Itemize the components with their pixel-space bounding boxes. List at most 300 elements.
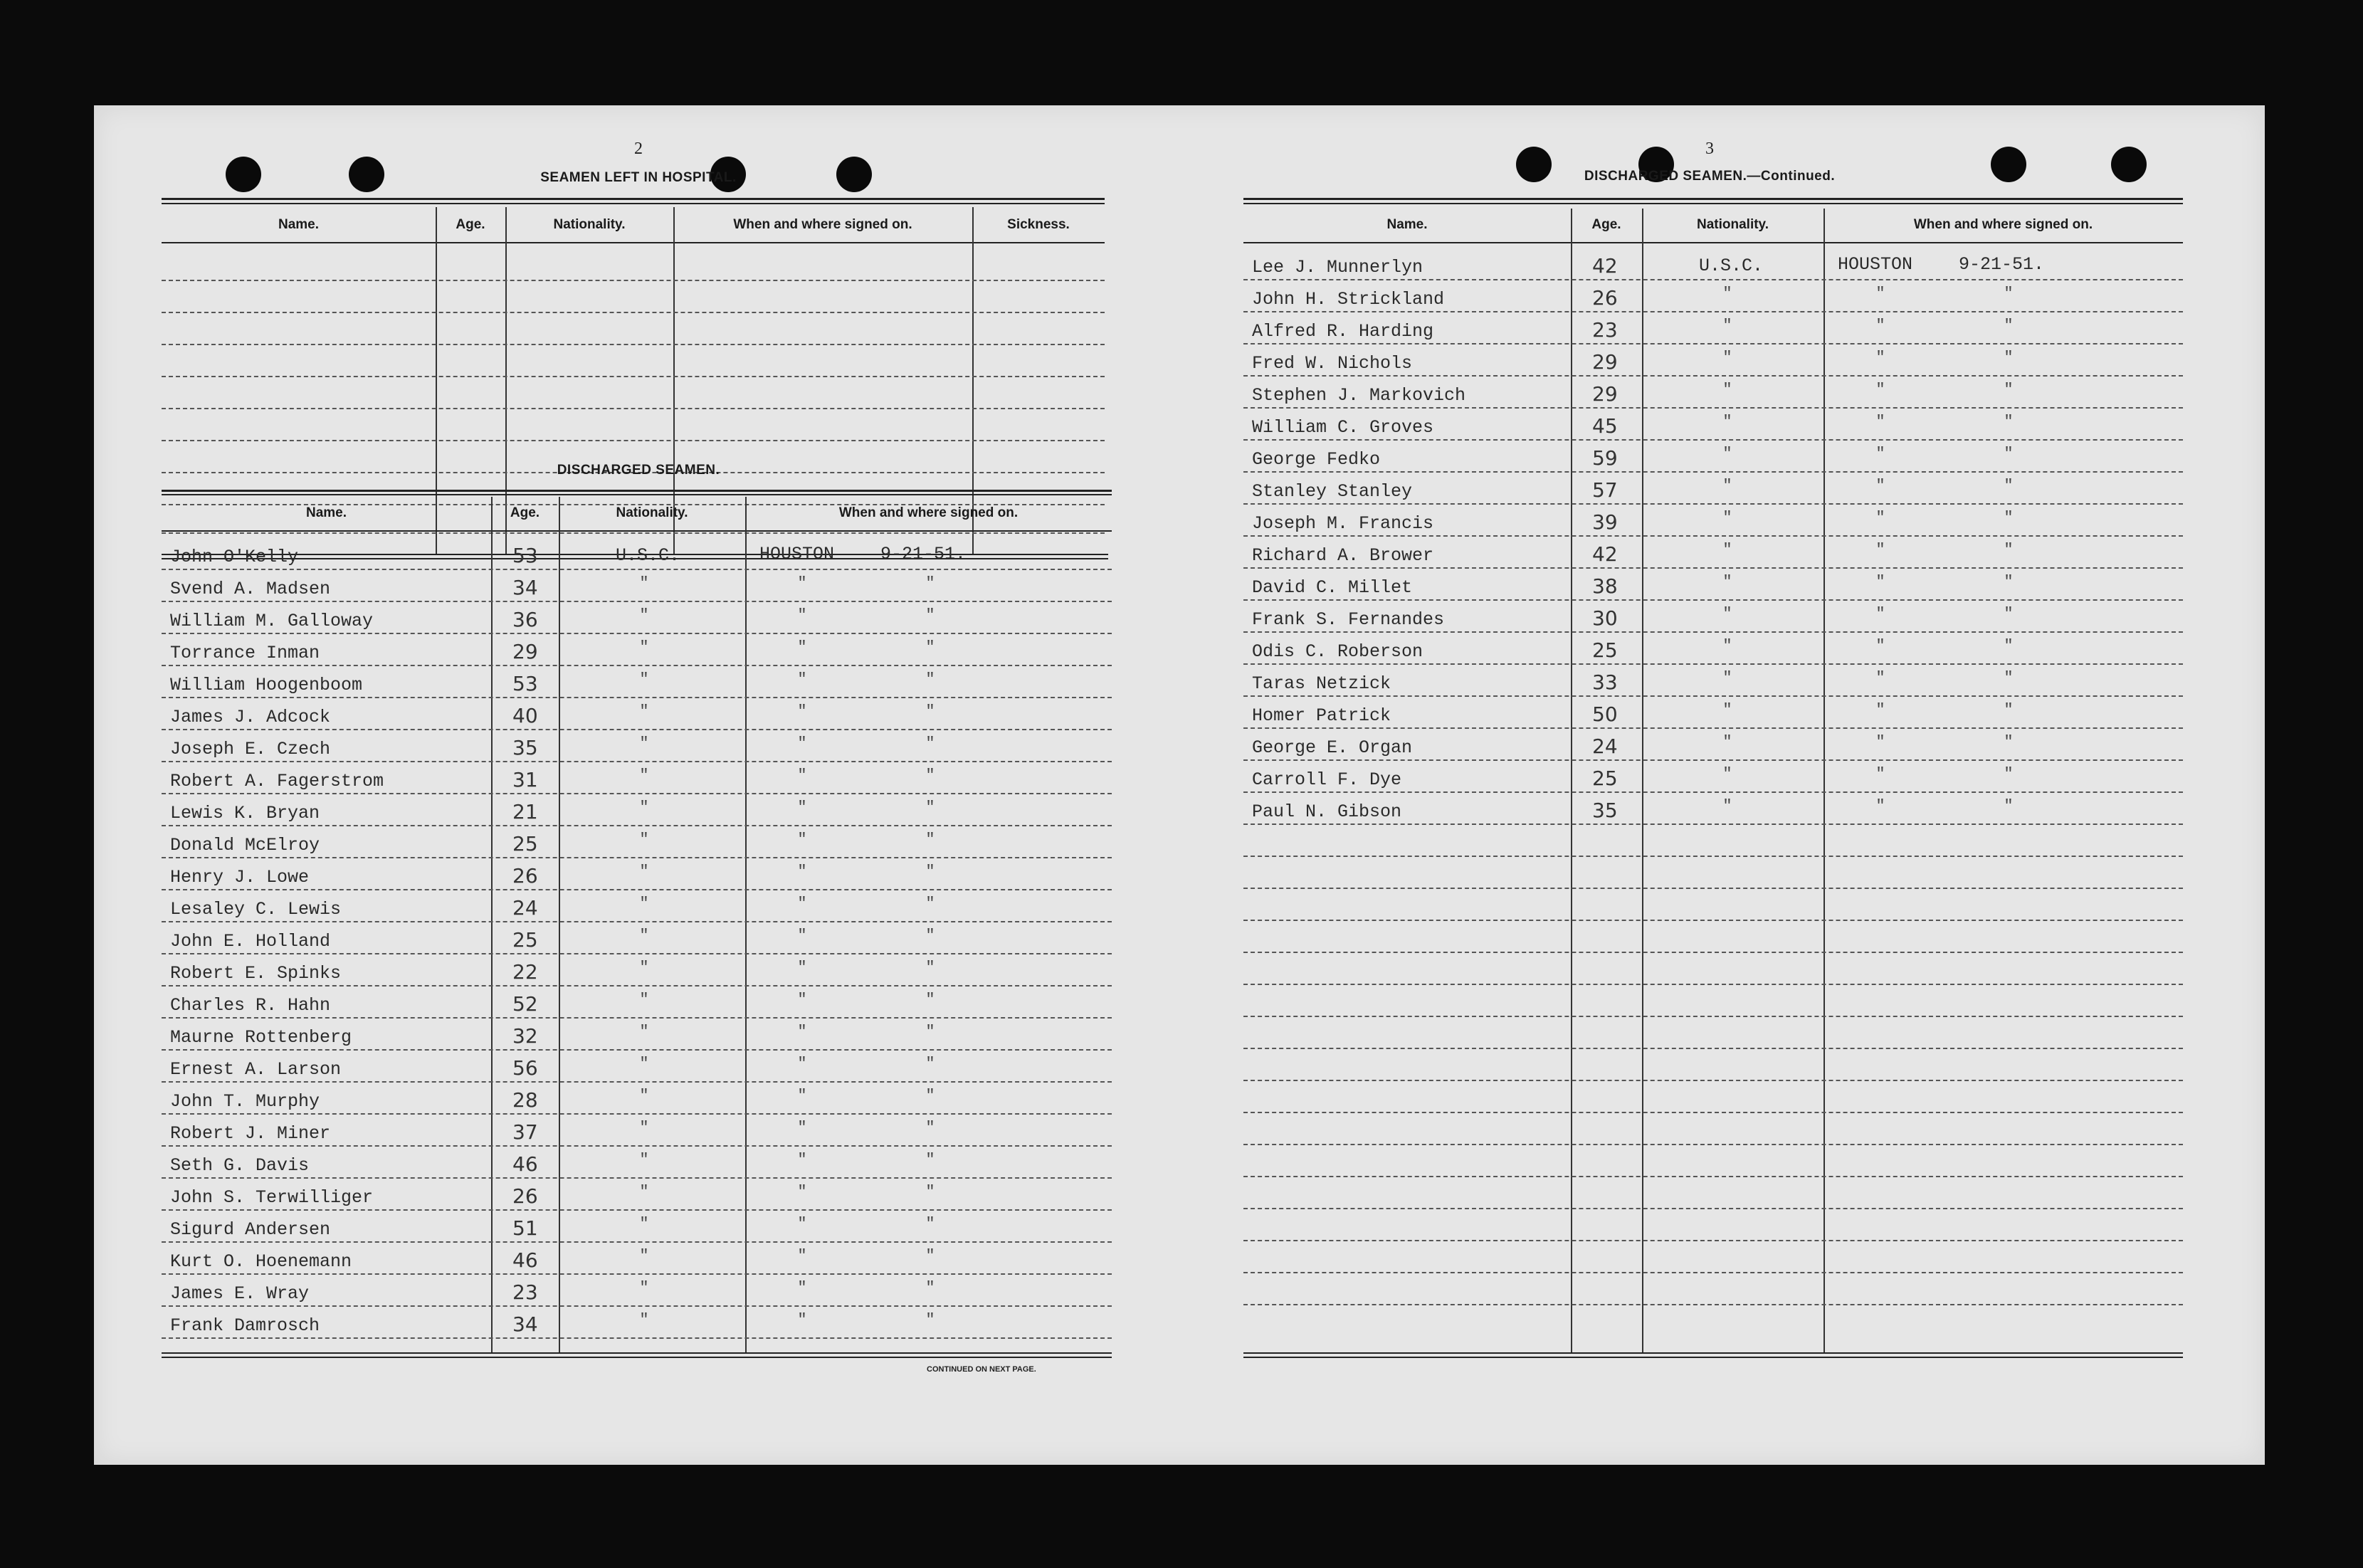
ditto-mark: " (1875, 477, 1885, 495)
ditto-mark: " (639, 1119, 649, 1137)
row-line (1243, 1144, 2183, 1145)
table-row-name: Svend A. Madsen (170, 579, 331, 599)
ditto-mark: " (925, 735, 935, 752)
row-line (1243, 471, 2183, 473)
ditto-mark: " (2004, 701, 2014, 719)
table-row-name: John T. Murphy (170, 1091, 320, 1112)
ditto-mark: " (1722, 637, 1732, 655)
row-line (1243, 1016, 2183, 1017)
table-row-age: 42 (1592, 542, 1618, 566)
table-header: When and where signed on. (1913, 217, 2093, 232)
blank-row-line (162, 344, 1105, 345)
table-row-age: 51 (512, 1216, 538, 1240)
ditto-mark: " (1722, 413, 1732, 431)
ditto-mark: " (925, 574, 935, 592)
blank-row-line (162, 376, 1105, 377)
table-row-name: Kurt O. Hoenemann (170, 1251, 352, 1272)
table-row-age: 22 (512, 960, 538, 984)
ditto-mark: " (1722, 669, 1732, 687)
rule (1243, 198, 2183, 200)
table-row-age: 29 (1592, 350, 1618, 374)
table-row-nationality: U.S.C. (1699, 256, 1764, 276)
row-line (162, 601, 1112, 602)
ditto-mark: " (2004, 445, 2014, 463)
table-row-age: 29 (1592, 382, 1618, 406)
rule (162, 198, 1105, 200)
ditto-mark: " (639, 1279, 649, 1297)
ditto-mark: " (639, 991, 649, 1009)
ditto-mark: " (2004, 477, 2014, 495)
table-row-age: 23 (512, 1280, 538, 1304)
table-row-port: HOUSTON (1838, 254, 1913, 275)
row-line (1243, 1208, 2183, 1209)
row-line (1243, 1240, 2183, 1241)
column-divider (673, 207, 675, 554)
table-row-age: 31 (512, 768, 538, 791)
table-row-name: Homer Patrick (1252, 705, 1391, 726)
table-row-age: 26 (512, 1184, 538, 1208)
table-row-name: Seth G. Davis (170, 1155, 310, 1176)
ditto-mark: " (2004, 509, 2014, 527)
ditto-mark: " (925, 1215, 935, 1233)
table-row-age: 24 (512, 896, 538, 920)
ditto-mark: " (2004, 317, 2014, 335)
row-line (1243, 1080, 2183, 1081)
row-line (1243, 567, 2183, 569)
table-row-age: 21 (512, 800, 538, 824)
left-page (162, 105, 1115, 1465)
ditto-mark: " (639, 799, 649, 816)
rule (1243, 1357, 2183, 1358)
ditto-mark: " (1875, 445, 1885, 463)
ditto-mark: " (1722, 445, 1732, 463)
row-line (162, 1017, 1112, 1019)
hospital-header-nationality: Nationality. (553, 217, 626, 232)
right-page (1243, 105, 2283, 1465)
ditto-mark: " (639, 863, 649, 880)
ditto-mark: " (797, 959, 807, 977)
table-row-name: Paul N. Gibson (1252, 801, 1402, 822)
table-row-name: John O'Kelly (170, 547, 299, 567)
row-line (1243, 1048, 2183, 1049)
table-row-age: 34 (512, 1312, 538, 1336)
ditto-mark: " (1722, 317, 1732, 335)
table-row-port: HOUSTON (759, 544, 835, 564)
table-row-age: 26 (512, 864, 538, 888)
row-line (1243, 631, 2183, 633)
row-line (162, 793, 1112, 794)
ditto-mark: " (797, 606, 807, 624)
table-row-name: Robert J. Miner (170, 1123, 331, 1144)
ditto-mark: " (2004, 381, 2014, 399)
table-row-name: Carroll F. Dye (1252, 769, 1402, 790)
ditto-mark: " (925, 1023, 935, 1041)
row-line (162, 1049, 1112, 1051)
ditto-mark: " (797, 767, 807, 784)
ditto-mark: " (639, 1247, 649, 1265)
rule (162, 1357, 1112, 1358)
ditto-mark: " (1875, 573, 1885, 591)
table-row-name: Odis C. Roberson (1252, 641, 1423, 662)
row-line (1243, 535, 2183, 537)
table-row-name: Joseph M. Francis (1252, 513, 1434, 534)
row-line (162, 953, 1112, 954)
ditto-mark: " (1875, 669, 1885, 687)
ditto-mark: " (925, 1183, 935, 1201)
row-line (162, 1305, 1112, 1307)
hospital-header-name: Name. (278, 217, 320, 232)
table-row-age: 33 (1592, 670, 1618, 694)
row-line (1243, 920, 2183, 921)
row-line (162, 569, 1112, 570)
ditto-mark: " (639, 959, 649, 977)
ditto-mark: " (1875, 701, 1885, 719)
row-line (162, 1113, 1112, 1115)
table-row-age: 56 (512, 1056, 538, 1080)
rule (1243, 203, 2183, 204)
row-line (1243, 599, 2183, 601)
ditto-mark: " (925, 1055, 935, 1073)
rule (162, 1352, 1112, 1354)
table-row-age: 24 (1592, 735, 1618, 758)
table-row-name: William M. Galloway (170, 611, 374, 631)
ditto-mark: " (925, 1119, 935, 1137)
ditto-mark: " (925, 959, 935, 977)
table-row-name: Frank S. Fernandes (1252, 609, 1445, 630)
table-row-name: Stephen J. Markovich (1252, 385, 1466, 406)
continued-note: CONTINUED ON NEXT PAGE. (927, 1365, 1036, 1374)
table-row-name: Robert A. Fagerstrom (170, 771, 384, 791)
ditto-mark: " (797, 895, 807, 912)
ditto-mark: " (797, 574, 807, 592)
row-line (162, 825, 1112, 826)
ditto-mark: " (1875, 413, 1885, 431)
table-row-name: Fred W. Nichols (1252, 353, 1413, 374)
table-header: When and where signed on. (838, 505, 1019, 520)
table-row-age: 35 (512, 736, 538, 759)
ditto-mark: " (1875, 605, 1885, 623)
row-line (162, 697, 1112, 698)
ditto-mark: " (797, 831, 807, 848)
ditto-mark: " (2004, 733, 2014, 751)
table-row-age: 38 (1592, 574, 1618, 598)
column-divider (505, 207, 507, 554)
row-line (1243, 952, 2183, 953)
table-row-age: 25 (1592, 638, 1618, 662)
ditto-mark: " (797, 703, 807, 720)
ditto-mark: " (1875, 317, 1885, 335)
ditto-mark: " (2004, 637, 2014, 655)
ditto-mark: " (1875, 285, 1885, 302)
ditto-mark: " (1722, 701, 1732, 719)
table-row-name: James J. Adcock (170, 707, 331, 727)
ditto-mark: " (797, 863, 807, 880)
row-line (162, 985, 1112, 986)
table-header: Nationality. (1697, 217, 1769, 232)
row-line (1243, 984, 2183, 985)
ditto-mark: " (797, 1215, 807, 1233)
row-line (1243, 791, 2183, 793)
ditto-mark: " (639, 927, 649, 945)
row-line (162, 1273, 1112, 1275)
ditto-mark: " (797, 799, 807, 816)
ditto-mark: " (2004, 285, 2014, 302)
row-line (1243, 824, 2183, 825)
table-row-name: Frank Damrosch (170, 1315, 320, 1336)
row-line (1243, 888, 2183, 889)
ditto-mark: " (925, 863, 935, 880)
table-row-name: Lewis K. Bryan (170, 803, 320, 824)
rule (1243, 242, 2183, 243)
table-row-name: Taras Netzick (1252, 673, 1391, 694)
ditto-mark: " (1722, 605, 1732, 623)
table-row-name: John E. Holland (170, 931, 331, 952)
table-row-name: William Hoogenboom (170, 675, 363, 695)
ditto-mark: " (925, 831, 935, 848)
table-row-name: David C. Millet (1252, 577, 1413, 598)
ditto-mark: " (1722, 381, 1732, 399)
row-line (162, 1337, 1112, 1339)
ditto-mark: " (1722, 797, 1732, 815)
table-row-age: 25 (1592, 767, 1618, 790)
ditto-mark: " (2004, 573, 2014, 591)
table-row-age: 35 (1592, 799, 1618, 822)
table-row-name: Stanley Stanley (1252, 481, 1413, 502)
row-line (1243, 727, 2183, 729)
table-row-age: 40 (512, 704, 538, 727)
row-line (1243, 1112, 2183, 1113)
ditto-mark: " (2004, 349, 2014, 367)
row-line (1243, 279, 2183, 280)
table-row-date: 9-21-51. (880, 544, 967, 564)
table-row-age: 26 (1592, 286, 1618, 310)
ditto-mark: " (797, 1055, 807, 1073)
ditto-mark: " (797, 1087, 807, 1105)
hospital-header-sickness: Sickness. (1007, 217, 1070, 232)
ditto-mark: " (639, 574, 649, 592)
row-line (162, 857, 1112, 858)
row-line (1243, 663, 2183, 665)
ditto-mark: " (639, 638, 649, 656)
ditto-mark: " (1722, 573, 1732, 591)
table-row-name: Robert E. Spinks (170, 963, 342, 984)
ditto-mark: " (1722, 477, 1732, 495)
row-line (1243, 407, 2183, 409)
ditto-mark: " (925, 799, 935, 816)
table-row-name: William C. Groves (1252, 417, 1434, 438)
row-line (1243, 311, 2183, 312)
table-row-age: 23 (1592, 318, 1618, 342)
table-header: Age. (510, 505, 540, 520)
ditto-mark: " (925, 927, 935, 945)
ditto-mark: " (925, 991, 935, 1009)
ditto-mark: " (797, 1279, 807, 1297)
rule (162, 490, 1112, 492)
ditto-mark: " (925, 606, 935, 624)
table-row-name: John H. Strickland (1252, 289, 1445, 310)
hospital-header-age: Age. (456, 217, 485, 232)
ditto-mark: " (2004, 541, 2014, 559)
row-line (1243, 759, 2183, 761)
ditto-mark: " (1875, 733, 1885, 751)
ditto-mark: " (797, 1183, 807, 1201)
ditto-mark: " (925, 1311, 935, 1329)
ditto-mark: " (2004, 797, 2014, 815)
ditto-mark: " (639, 1087, 649, 1105)
rule (1243, 1352, 2183, 1354)
ditto-mark: " (797, 1023, 807, 1041)
ditto-mark: " (639, 895, 649, 912)
ditto-mark: " (797, 927, 807, 945)
ditto-mark: " (639, 703, 649, 720)
column-divider (559, 497, 560, 1352)
ditto-mark: " (1875, 797, 1885, 815)
row-line (1243, 1304, 2183, 1305)
table-row-age: 30 (1592, 606, 1618, 630)
table-header: Name. (305, 505, 347, 520)
ditto-mark: " (1722, 733, 1732, 751)
row-line (1243, 1176, 2183, 1177)
ditto-mark: " (639, 1151, 649, 1169)
table-header: Name. (1386, 217, 1428, 232)
discharged-section-title: DISCHARGED SEAMEN. (557, 463, 720, 478)
ditto-mark: " (1875, 509, 1885, 527)
row-line (162, 1081, 1112, 1083)
table-row-age: 53 (512, 672, 538, 695)
blank-row-line (162, 440, 1105, 441)
column-divider (491, 497, 493, 1352)
blank-row-line (162, 280, 1105, 281)
ditto-mark: " (797, 1247, 807, 1265)
ditto-mark: " (797, 991, 807, 1009)
ditto-mark: " (1875, 381, 1885, 399)
row-line (1243, 439, 2183, 441)
row-line (162, 1145, 1112, 1147)
table-row-age: 46 (512, 1248, 538, 1272)
row-line (162, 633, 1112, 634)
ditto-mark: " (2004, 605, 2014, 623)
ditto-mark: " (1875, 637, 1885, 655)
ditto-mark: " (639, 1215, 649, 1233)
ditto-mark: " (1722, 349, 1732, 367)
table-row-age: 28 (512, 1088, 538, 1112)
table-header: Age. (1591, 217, 1621, 232)
ditto-mark: " (1875, 349, 1885, 367)
page-number: 2 (634, 140, 643, 158)
table-row-age: 25 (512, 832, 538, 856)
table-row-age: 37 (512, 1120, 538, 1144)
table-row-name: George E. Organ (1252, 737, 1413, 758)
table-row-name: Alfred R. Harding (1252, 321, 1434, 342)
table-row-age: 36 (512, 608, 538, 631)
ditto-mark: " (1875, 541, 1885, 559)
table-row-name: Henry J. Lowe (170, 867, 310, 888)
ditto-mark: " (797, 1311, 807, 1329)
ditto-mark: " (925, 703, 935, 720)
ditto-mark: " (925, 1087, 935, 1105)
table-row-age: 59 (1592, 446, 1618, 470)
ditto-mark: " (925, 1279, 935, 1297)
ditto-mark: " (639, 1183, 649, 1201)
ditto-mark: " (925, 767, 935, 784)
ditto-mark: " (639, 670, 649, 688)
row-line (162, 921, 1112, 922)
ditto-mark: " (2004, 765, 2014, 783)
discharged-continued-title: DISCHARGED SEAMEN.—Continued. (1584, 169, 1836, 184)
table-row-name: Joseph E. Czech (170, 739, 331, 759)
column-divider (972, 207, 974, 554)
table-row-name: Maurne Rottenberg (170, 1027, 352, 1048)
row-line (162, 761, 1112, 762)
column-divider (1571, 209, 1572, 1352)
ditto-mark: " (1722, 509, 1732, 527)
row-line (162, 729, 1112, 730)
ditto-mark: " (639, 1311, 649, 1329)
ditto-mark: " (925, 895, 935, 912)
row-line (1243, 343, 2183, 344)
table-row-name: George Fedko (1252, 449, 1381, 470)
table-row-name: Charles R. Hahn (170, 995, 331, 1016)
row-line (1243, 856, 2183, 857)
ditto-mark: " (639, 767, 649, 784)
ditto-mark: " (639, 606, 649, 624)
table-row-name: Donald McElroy (170, 835, 320, 856)
table-row-age: 32 (512, 1024, 538, 1048)
table-row-age: 57 (1592, 478, 1618, 502)
row-line (162, 889, 1112, 890)
ditto-mark: " (1875, 765, 1885, 783)
ditto-mark: " (797, 670, 807, 688)
row-line (1243, 1272, 2183, 1273)
table-row-age: 53 (512, 544, 538, 567)
rule (162, 494, 1112, 495)
ditto-mark: " (797, 735, 807, 752)
page-number: 3 (1705, 140, 1714, 158)
row-line (162, 1177, 1112, 1179)
rule (162, 203, 1105, 204)
ditto-mark: " (1722, 765, 1732, 783)
table-row-name: Richard A. Brower (1252, 545, 1434, 566)
table-row-age: 42 (1592, 254, 1618, 278)
row-line (162, 1241, 1112, 1243)
blank-row-line (162, 408, 1105, 409)
table-row-age: 45 (1592, 414, 1618, 438)
ditto-mark: " (925, 1151, 935, 1169)
rule (162, 242, 1105, 243)
rule (162, 530, 1112, 532)
table-row-name: James E. Wray (170, 1283, 310, 1304)
row-line (162, 1209, 1112, 1211)
ditto-mark: " (925, 638, 935, 656)
hospital-header-signed-on: When and where signed on. (733, 217, 912, 232)
column-divider (1823, 209, 1825, 1352)
table-row-age: 39 (1592, 510, 1618, 534)
ditto-mark: " (925, 670, 935, 688)
table-row-age: 25 (512, 928, 538, 952)
table-row-name: Torrance Inman (170, 643, 320, 663)
table-row-name: Ernest A. Larson (170, 1059, 342, 1080)
ditto-mark: " (639, 1055, 649, 1073)
ditto-mark: " (639, 1023, 649, 1041)
table-row-date: 9-21-51. (1959, 254, 2045, 275)
column-divider (436, 207, 437, 554)
ditto-mark: " (639, 831, 649, 848)
ditto-mark: " (797, 1151, 807, 1169)
row-line (162, 665, 1112, 666)
table-row-name: Lee J. Munnerlyn (1252, 257, 1423, 278)
ditto-mark: " (1722, 285, 1732, 302)
table-row-age: 34 (512, 576, 538, 599)
